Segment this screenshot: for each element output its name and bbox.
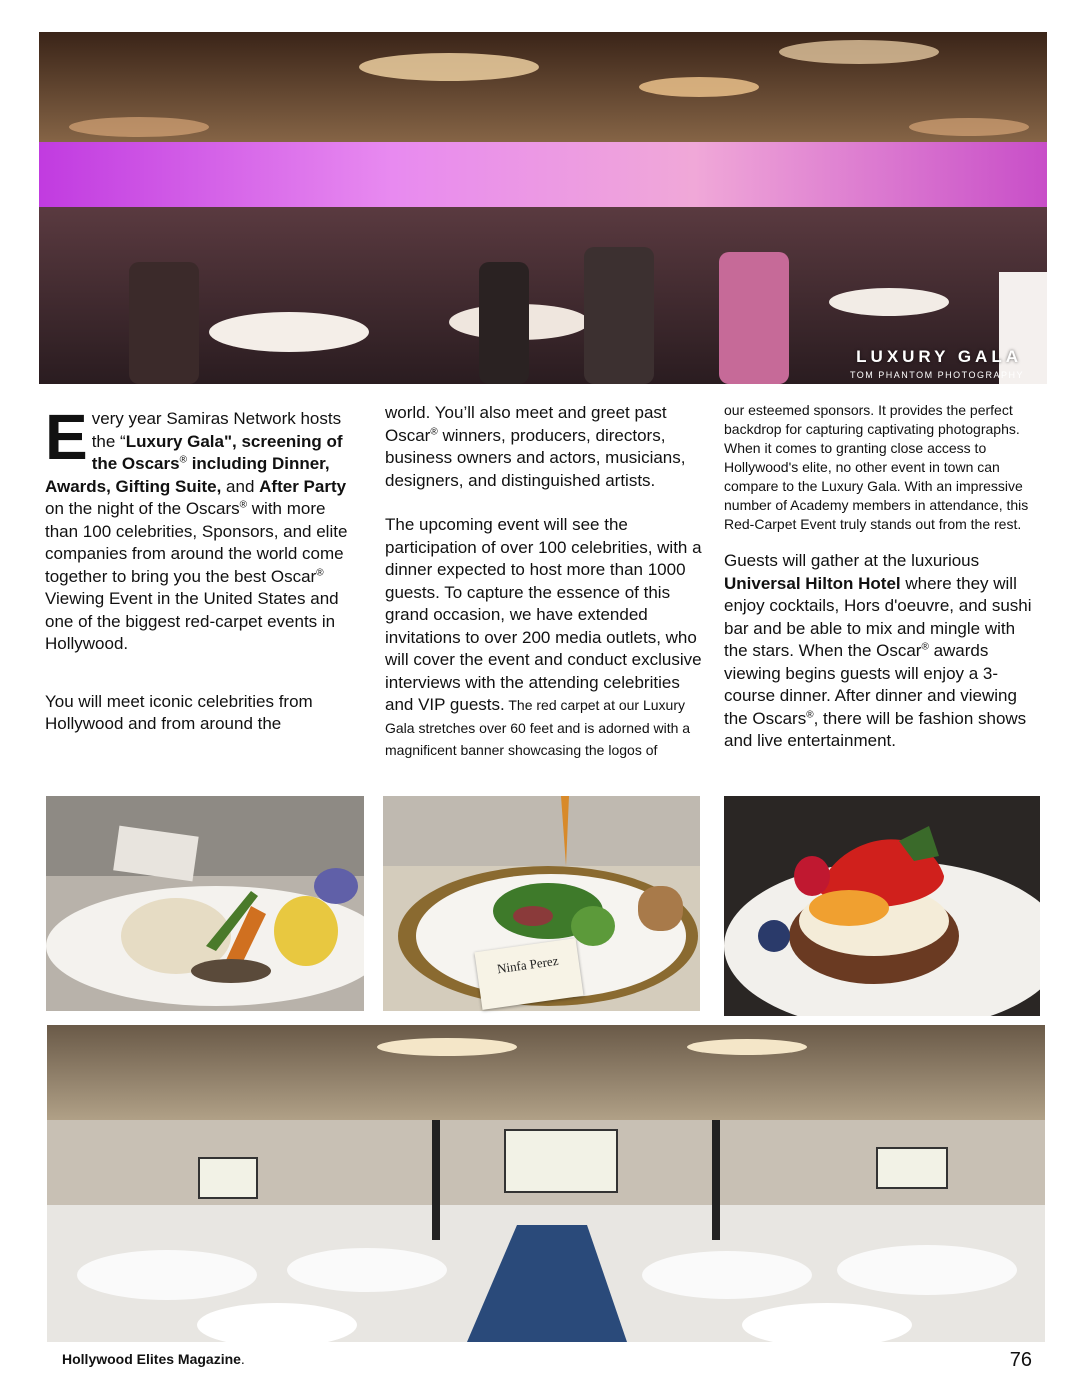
intro-paragraph: Every year Samiras Network hosts the “Luxury Gala", screening of the Oscars® including Dinner, Awards, Gifting Suite, and After Party on the night of the Oscars® with more than 100 celebrities, Sponsors, and elite companies from around the world come together to bring you the best Oscar® Viewing Event in the United States and one of the biggest red-carpet events in Hollywood.: [45, 401, 348, 653]
magazine-name: Hollywood Elites Magazine.: [62, 1351, 245, 1367]
article-column-1: [45, 401, 359, 736]
article-column-2: [385, 402, 703, 762]
upcoming-event-paragraph: The upcoming event will see the participation of over 100 celebrities, with a dinner expected to host more than 1000 guests. To capture the essence of this grand occasion, we have extended invitations to over 200 media outlets, who will cover the event and conduct exclusive interviews with the attending celebrities and VIP guests. The red carpet at our Luxury Gala stretches over 60 feet and is adorned with a magnificent banner showcasing the logos of: [385, 515, 702, 758]
ballroom-setup-photo: [47, 1025, 1045, 1342]
photo-credit: TOM PHANTOM PHOTOGRAPHY: [849, 370, 1024, 380]
ballroom-setup-illustration: [47, 1025, 1045, 1342]
page-number: 76: [1009, 1349, 1032, 1371]
fruit-tart-illustration: [724, 796, 1040, 1016]
sponsors-paragraph: our esteemed sponsors. It provides the perfect backdrop for capturing captivating photographs. When it comes to granting close access to Hollywood's elite, no other event in town can compare to the Luxury Gala. With an impressive number of Academy members in attendance, this Red-Carpet Event truly stands out from the rest.: [724, 402, 1029, 532]
celebrities-paragraph: You will meet iconic celebrities from Hollywood and from around the: [45, 691, 313, 733]
drop-cap: E: [45, 401, 88, 473]
gala-ballroom-photo: [39, 32, 1047, 384]
meet-paragraph: world. You’ll also meet and greet past Oscar® winners, producers, directors, business owners and actors, musicians, designers, and distinguished artists.: [385, 403, 686, 490]
entree-plate-illustration: [46, 796, 364, 1011]
entree-plate-photo: [46, 796, 364, 1011]
gala-brand-watermark: LUXURY GALA: [856, 347, 1022, 366]
namecard-text: Ninfa Perez: [496, 952, 560, 977]
fruit-tart-photo: [724, 796, 1040, 1016]
article-column-3: [724, 401, 1042, 753]
gala-ballroom-illustration: [39, 32, 1047, 384]
hilton-paragraph: Guests will gather at the luxurious Universal Hilton Hotel where they will enjoy cocktails, Hors d'oeuvre, and sushi bar and be able to mix and mingle with the stars. When the Oscar® awards viewing begins guests will enjoy a 3-course dinner. After dinner and viewing the Oscars®, there will be fashion shows and live entertainment.: [724, 551, 1032, 750]
